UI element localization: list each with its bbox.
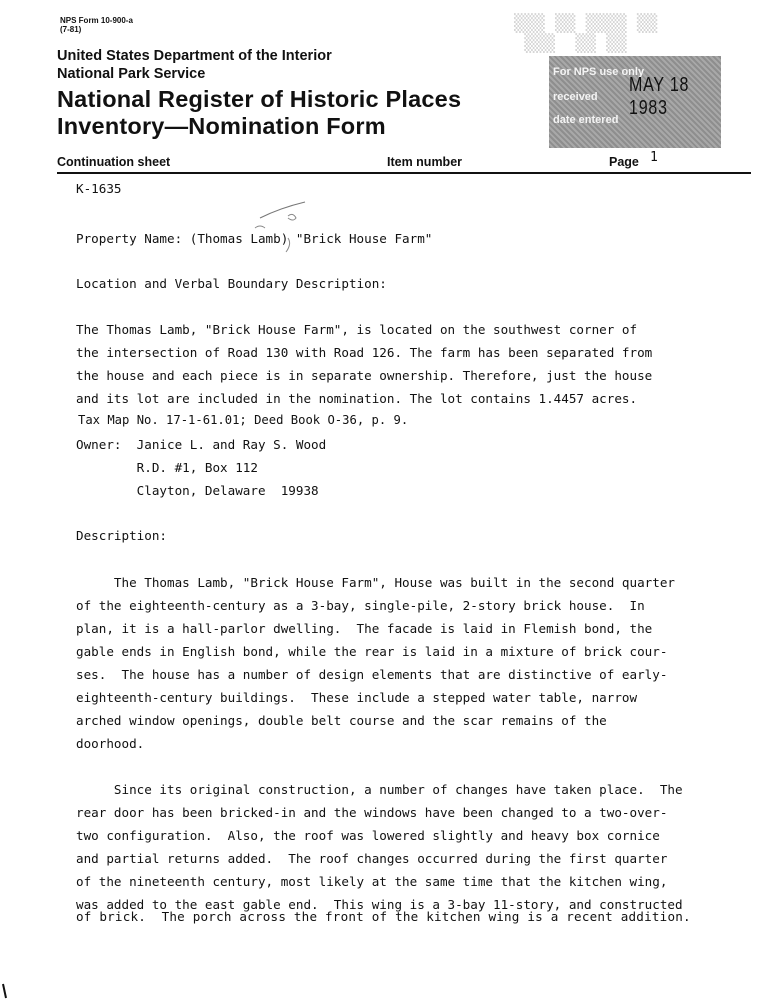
location-line: the house and each piece is in separate ownership. Therefore, just the house [76, 368, 653, 383]
description-line: doorhood. [76, 736, 145, 751]
agency-department: United States Department of the Interior [57, 48, 332, 64]
changes-line: and partial returns added. The roof changes occurred during the first quarter [76, 851, 668, 866]
continuation-sheet-label: Continuation sheet [57, 155, 171, 169]
form-title [57, 86, 461, 140]
faint-stamp-mark: ▒▒▒ ▒▒ ▒▒▒▒ ▒▒ ▒▒▒ ▒▒ ▒▒ [514, 14, 658, 54]
description-line: gable ends in English bond, while the rear is laid in a mixture of brick cour- [76, 644, 668, 659]
item-number-label: Item number [387, 155, 463, 169]
description-line: plan, it is a hall-parlor dwelling. The facade is laid in Flemish bond, the [76, 621, 653, 636]
tax-map-line: Tax Map No. 17-1-61.01; Deed Book O-36, p. 9. [78, 413, 409, 427]
changes-line: of the nineteenth century, most likely at the same time that the kitchen wing, [76, 874, 668, 889]
description-line: arched window openings, double belt course and the scar remains of the [76, 713, 607, 728]
owner-line: R.D. #1, Box 112 [76, 460, 258, 475]
description-heading: Description: [76, 528, 167, 543]
location-heading: Location and Verbal Boundary Description: [76, 276, 387, 291]
description-line: ses. The house has a number of design elements that are distinctive of early- [76, 667, 668, 682]
form-number-line2: (7-81) [60, 25, 82, 34]
corner-mark [0, 982, 14, 1000]
agency-header [57, 47, 332, 83]
page-label: Page [609, 155, 639, 169]
form-title-line2: Inventory—Nomination Form [57, 113, 386, 139]
location-line: and its lot are included in the nomination. The lot contains 1.4457 acres. [76, 391, 638, 406]
received-label: received [553, 91, 598, 103]
nps-use-label: For NPS use only [553, 66, 645, 78]
received-date-stamp: MAY 18 1983 [629, 74, 690, 119]
form-number [60, 16, 133, 34]
form-number-line1: NPS Form 10-900-a [60, 16, 133, 25]
date-entered-label: date entered [553, 114, 619, 126]
form-title-line1: National Register of Historic Places [57, 86, 462, 112]
header-rule [57, 172, 751, 174]
description-line: eighteenth-century buildings. These include a stepped water table, narrow [76, 690, 638, 705]
owner-block [76, 433, 326, 502]
location-paragraph [76, 318, 652, 410]
agency-service: National Park Service [57, 66, 206, 82]
owner-line: Clayton, Delaware 19938 [76, 483, 319, 498]
page-number: 1 [650, 150, 658, 165]
location-line: the intersection of Road 130 with Road 126. The farm has been separated from [76, 345, 653, 360]
property-name-line: Property Name: (Thomas Lamb) "Brick House Farm" [76, 231, 433, 246]
changes-line: rear door has been bricked-in and the windows have been changed to a two-over- [76, 805, 668, 820]
nps-use-box [549, 56, 721, 148]
description-paragraph [76, 571, 675, 755]
owner-line: Owner: Janice L. and Ray S. Wood [76, 437, 327, 452]
continuation-header [57, 150, 751, 171]
changes-line: two configuration. Also, the roof was lowered slightly and heavy box cornice [76, 828, 660, 843]
changes-paragraph [76, 778, 683, 916]
changes-line: Since its original construction, a number of changes have taken place. The [76, 782, 683, 797]
changes-line: was added to the east gable end. This wing is a 3-bay 11-story, and constructed [76, 897, 683, 912]
description-line: The Thomas Lamb, "Brick House Farm", House was built in the second quarter [76, 575, 675, 590]
site-number: K-1635 [76, 181, 122, 196]
overlapping-typed-line: of brick. The porch across the front of the kitchen wing is a recent addition. [76, 909, 691, 924]
location-line: The Thomas Lamb, "Brick House Farm", is located on the southwest corner of [76, 322, 638, 337]
description-line: of the eighteenth-century as a 3-bay, single-pile, 2-story brick house. In [76, 598, 645, 613]
